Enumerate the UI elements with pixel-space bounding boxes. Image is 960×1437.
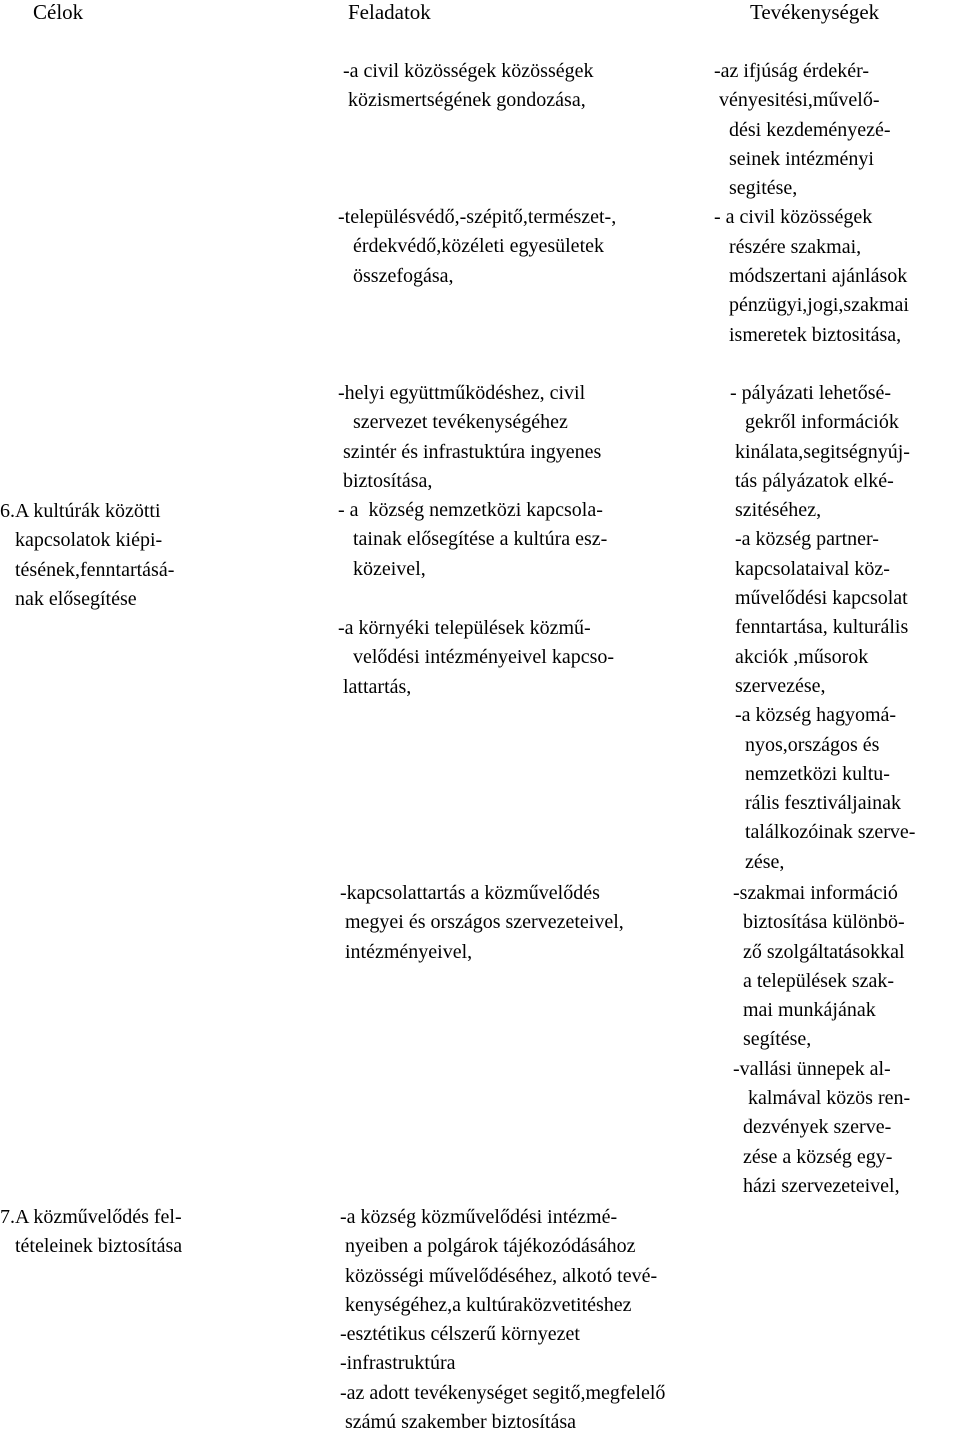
task-local-cooperation: -helyi együttműködéshez, civil szervezet tevékenységéhez szintér és infrastuktúra ingyenes biztosítása, - a község nemzetközi kapcsola- tainak elősegítése a kultúra esz- közeivel, bbox=[338, 382, 608, 580]
task-county-relations: -kapcsolattartás a közművelődés megyei és országos szervezeteivel, intézményeivel, bbox=[340, 882, 624, 963]
task-associations: -településvédő,-szépitő,természet-, érdekvédő,közéleti egyesületek összefogása, bbox=[338, 206, 617, 287]
goal-6-text: 6.A kultúrák közötti kapcsolatok kiépi- tésének,fenntartásá- nak elősegítése bbox=[0, 500, 175, 610]
header-tasks: Feladatok bbox=[348, 0, 431, 24]
activity-professional-info: -szakmai információ biztosítása különbö- ző szolgáltatásokkal a települések szak- mai munkájának segítése, -vallási ünnepek al- kalmával közös ren- dezvények szerve- zése a község egy- házi szervezeteivel, bbox=[733, 882, 911, 1197]
activity-partnerships: - pályázati lehetősé- gekről információk kinálata,segitségnyúj- tás pályázatok elké- szitéséhez, -a község partner- kapcsolataival köz- művelődési kapcsolat fenntartása, kulturális akciók ,műsorok szervezése, -a község hagyomá- nyos,országos és nemzetközi kultu- rális fesztiváljainak találkozóinak szerve- zése, bbox=[730, 382, 916, 873]
goal-7-text: 7.A közművelődés fel- tételeinek biztosítása bbox=[0, 1206, 183, 1258]
task-cultural-institutions: -a község közművelődési intézmé- nyeiben a polgárok tájékozódásához közösségi művelődéséhez, alkotó tevé- kenységéhez,a kultúraközvetitéshez -esztétikus célszerű környezet -infrastruktúra -az adott tevékenységet segitő,megfelelő számú szakember biztosítása bbox=[340, 1206, 666, 1434]
header-goals: Célok bbox=[33, 0, 84, 24]
task-nearby-settlements: -a környéki települések közmű- velődési intézményeivel kapcso- lattartás, bbox=[338, 617, 615, 698]
activity-youth-civil: -az ifjúság érdekér- vényesitési,művelő- dési kezdeményezé- seinek intézményi segitése, - a civil közösségek részére szakmai, módszertani ajánlások pénzügyi,jogi,szakmai ismeretek biztositása, bbox=[714, 60, 909, 346]
task-civil-communities: -a civil közösségek közösségek közismertségének gondozása, bbox=[343, 60, 594, 112]
header-activities: Tevékenységek bbox=[750, 0, 880, 24]
